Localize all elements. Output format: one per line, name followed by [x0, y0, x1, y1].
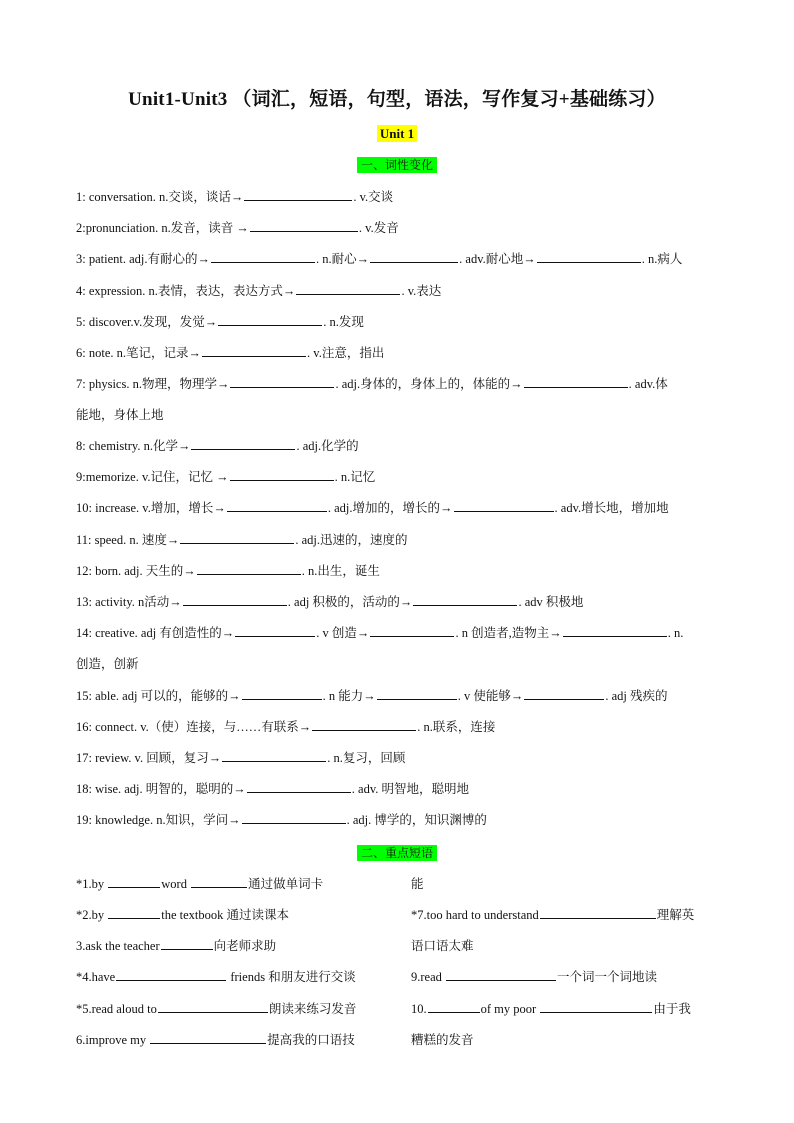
answer-blank[interactable] [540, 1000, 652, 1013]
answer-blank[interactable] [222, 749, 326, 762]
answer-blank[interactable] [161, 937, 213, 950]
phrase-text: friends 和朋友进行交谈 [230, 970, 356, 984]
phrase-text: *1.by [76, 877, 105, 891]
phrase-text: 由于我 [653, 1002, 691, 1016]
phrase-text: 6.improve my [76, 1033, 147, 1047]
answer-blank[interactable] [227, 499, 327, 512]
page-title: Unit1-Unit3 （词汇，短语，句型，语法，写作复习+基础练习） [128, 89, 666, 110]
answer-blank[interactable] [108, 906, 160, 919]
phrase-text: 朗读来练习发音 [268, 1002, 357, 1016]
phrase-text: 提高我的口语技 [267, 1033, 355, 1047]
answer-blank[interactable] [250, 219, 358, 232]
vocab-text: . adj.化学的 [296, 439, 359, 453]
phrase-text: 语口语太难 [411, 939, 474, 953]
phrase-text: 9.read [411, 970, 442, 984]
vocab-line-4 [76, 281, 441, 299]
vocab-text: . n.出生，诞生 [301, 564, 380, 578]
vocab-line-7-cont [76, 405, 164, 423]
answer-blank[interactable] [247, 780, 351, 793]
section-heading-1-text: 一、词性变化 [357, 157, 437, 173]
phrase-right-3 [411, 936, 474, 954]
answer-blank[interactable] [540, 906, 656, 919]
answer-blank[interactable] [428, 1000, 480, 1013]
answer-blank[interactable] [202, 344, 306, 357]
vocab-text: 9:memorize. v.记住，记忆 → [76, 470, 229, 484]
vocab-text: . adj 积极的，活动的→ [287, 595, 413, 609]
vocab-line-6 [76, 343, 384, 361]
answer-blank[interactable] [197, 562, 301, 575]
vocab-text: . n.发现 [323, 315, 364, 329]
vocab-line-2 [76, 218, 399, 236]
vocab-line-14 [76, 623, 683, 641]
section-heading-1 [0, 154, 794, 173]
phrase-text: *5.read aloud to [76, 1002, 157, 1016]
vocab-line-8 [76, 436, 359, 454]
phrase-text: of my poor [480, 1002, 537, 1016]
phrase-left-3 [76, 936, 276, 954]
answer-blank[interactable] [454, 499, 554, 512]
vocab-text: . n. [667, 626, 684, 640]
phrase-text: word [161, 877, 187, 891]
phrase-left-4 [76, 967, 356, 985]
vocab-text: . adj.迅速的，速度的 [295, 533, 408, 547]
vocab-line-3 [76, 249, 682, 267]
vocab-text: 8: chemistry. n.化学→ [76, 439, 191, 453]
vocab-line-9 [76, 467, 375, 485]
vocab-line-19 [76, 810, 487, 828]
vocab-text: 3: patient. adj.有耐心的→ [76, 252, 211, 266]
phrase-text: 向老师求助 [213, 939, 277, 953]
vocab-text: . v.发音 [358, 221, 399, 235]
vocab-text: 13: activity. n活动→ [76, 595, 182, 609]
phrase-right-2 [411, 905, 694, 923]
vocab-text: . adj 残疾的 [605, 689, 668, 703]
answer-blank[interactable] [191, 875, 247, 888]
answer-blank[interactable] [242, 687, 322, 700]
vocab-text: 创造，创新 [76, 657, 139, 671]
vocab-text: . adv. 明智地，聪明地 [351, 782, 470, 796]
phrase-right-5 [411, 999, 691, 1017]
vocab-text: . v 创造→ [316, 626, 370, 640]
answer-blank[interactable] [296, 282, 400, 295]
vocab-line-11 [76, 530, 408, 548]
phrase-right-4 [411, 967, 657, 985]
vocab-text: 15: able. adj 可以的，能够的→ [76, 689, 241, 703]
phrase-left-5 [76, 999, 356, 1017]
section-heading-2-text: 二、重点短语 [357, 845, 437, 861]
vocab-text: . n.复习，回顾 [327, 751, 406, 765]
vocab-text: . v 使能够→ [457, 689, 524, 703]
section-heading-2 [0, 842, 794, 861]
answer-blank[interactable] [218, 313, 322, 326]
vocab-text: . adv.体 [628, 377, 668, 391]
vocab-text: 7: physics. n.物理，物理学→ [76, 377, 230, 391]
vocab-text: 11: speed. n. 速度→ [76, 533, 180, 547]
answer-blank[interactable] [230, 375, 334, 388]
phrase-text: 理解英 [656, 908, 695, 922]
vocab-line-10 [76, 498, 669, 516]
phrase-left-6 [76, 1030, 355, 1048]
answer-blank[interactable] [211, 250, 315, 263]
vocab-text: . n.病人 [641, 252, 683, 266]
answer-blank[interactable] [108, 875, 160, 888]
phrase-right-1 [411, 874, 424, 892]
answer-blank[interactable] [150, 1031, 266, 1044]
vocab-text: 17: review. v. 回顾，复习→ [76, 751, 222, 765]
phrase-text: 3.ask the teacher [76, 939, 160, 953]
vocab-text: 2:pronunciation. n.发音，读音 → [76, 221, 249, 235]
vocab-line-1 [76, 187, 393, 205]
answer-blank[interactable] [183, 593, 287, 606]
answer-blank[interactable] [242, 811, 346, 824]
vocab-text: . adj.身体的，身体上的，体能的→ [335, 377, 523, 391]
phrase-text: 能 [411, 877, 424, 891]
answer-blank[interactable] [191, 437, 295, 450]
vocab-text: 16: connect. v.（使）连接，与……有联系→ [76, 720, 312, 734]
vocab-text: . v.注意，指出 [307, 346, 385, 360]
vocab-line-17 [76, 748, 405, 766]
vocab-text: . n.联系，连接 [417, 720, 496, 734]
vocab-line-14-cont [76, 654, 139, 672]
vocab-text: 5: discover.v.发现，发觉→ [76, 315, 218, 329]
vocab-text: 6: note. n.笔记，记录→ [76, 346, 201, 360]
vocab-text: . adv 积极地 [518, 595, 584, 609]
answer-blank[interactable] [370, 624, 454, 637]
vocab-text: 10: increase. v.增加，增长→ [76, 501, 226, 515]
phrase-text: *2.by [76, 908, 105, 922]
vocab-text: . n.记忆 [334, 470, 376, 484]
answer-blank[interactable] [312, 718, 416, 731]
vocab-line-7 [76, 374, 668, 392]
vocab-line-5 [76, 312, 364, 330]
answer-blank[interactable] [524, 687, 604, 700]
vocab-text: . v.表达 [401, 284, 442, 298]
phrase-left-2 [76, 905, 289, 923]
vocab-text: 4: expression. n.表情，表达，表达方式→ [76, 284, 296, 298]
phrase-text: *7.too hard to understand [411, 908, 539, 922]
answer-blank[interactable] [116, 968, 226, 981]
vocab-line-16 [76, 717, 495, 735]
answer-blank[interactable] [244, 188, 352, 201]
unit-label-text: Unit 1 [377, 125, 417, 142]
answer-blank[interactable] [563, 624, 667, 637]
vocab-text: . adv.耐心地→ [459, 252, 536, 266]
phrase-right-6 [411, 1030, 474, 1048]
vocab-text: 14: creative. adj 有创造性的→ [76, 626, 235, 640]
vocab-text: . adj. 博学的，知识渊博的 [346, 813, 487, 827]
vocab-text: . adj.增加的，增长的→ [327, 501, 453, 515]
vocab-line-15 [76, 686, 668, 704]
vocab-text: 能地，身体上地 [76, 408, 164, 422]
answer-blank[interactable] [377, 687, 457, 700]
vocab-text: . adv.增长地，增加地 [554, 501, 669, 515]
vocab-line-12 [76, 561, 380, 579]
phrase-text: 通过做单词卡 [248, 877, 324, 891]
vocab-text: . n 能力→ [322, 689, 376, 703]
vocab-line-18 [76, 779, 469, 797]
vocab-text: 12: born. adj. 天生的→ [76, 564, 196, 578]
answer-blank[interactable] [235, 624, 315, 637]
vocab-text: 1: conversation. n.交谈，谈话→ [76, 190, 244, 204]
phrase-text: 一个词一个词地读 [557, 970, 658, 984]
unit-label [0, 123, 794, 142]
answer-blank[interactable] [537, 250, 641, 263]
phrase-text: 10. [411, 1002, 427, 1016]
vocab-text: . n 创造者,造物主→ [455, 626, 562, 640]
answer-blank[interactable] [370, 250, 458, 263]
answer-blank[interactable] [524, 375, 628, 388]
phrase-left-1 [76, 874, 323, 892]
vocab-text: . v.交谈 [353, 190, 394, 204]
vocab-text: 18: wise. adj. 明智的，聪明的→ [76, 782, 246, 796]
answer-blank[interactable] [230, 468, 334, 481]
phrase-text: the textbook 通过读课本 [161, 908, 290, 922]
vocab-text: 19: knowledge. n.知识，学问→ [76, 813, 241, 827]
answer-blank[interactable] [180, 531, 294, 544]
vocab-line-13 [76, 592, 583, 610]
answer-blank[interactable] [413, 593, 517, 606]
answer-blank[interactable] [446, 968, 556, 981]
phrase-text: *4.have [76, 970, 116, 984]
vocab-text: . n.耐心→ [316, 252, 370, 266]
phrase-text: 糟糕的发音 [411, 1033, 474, 1047]
answer-blank[interactable] [158, 1000, 268, 1013]
